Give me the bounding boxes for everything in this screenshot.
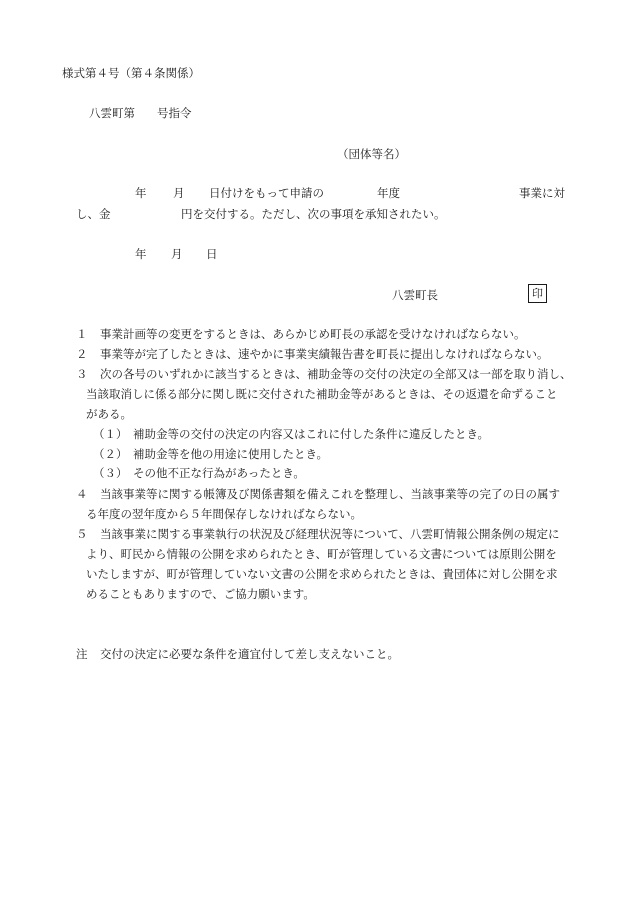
- body-year: 年: [135, 186, 147, 200]
- date-year: 年: [135, 247, 147, 261]
- condition-5-line-2: より、町民から情報の公開を求められたとき、町が管理している文書については原則公開を: [86, 547, 557, 561]
- official-seal-box: [528, 284, 547, 303]
- sub-item-1-num: （１）: [93, 427, 128, 441]
- body-fiscal-year: 年度: [377, 186, 400, 200]
- sub-item-3-text: その他不正な行為があったとき。: [133, 466, 305, 480]
- condition-3-line-2: 当該取消しに係る部分に関し既に交付された補助金等があるときは、その返還を命ずること: [86, 387, 558, 401]
- mayor-label: 八雲町長: [392, 288, 438, 302]
- condition-4-line-1: 当該事業等に関する帳簿及び関係書類を備えこれを整理し、当該事業等の完了の日の属す: [100, 487, 560, 501]
- note-text: 交付の決定に必要な条件を適宜付して差し支えないこと。: [100, 647, 399, 661]
- condition-2-text: 事業等が完了したときは、速やかに事業実績報告書を町長に提出しなければならない。: [100, 347, 549, 361]
- recipient-label: （団体等名）: [337, 147, 406, 161]
- condition-3-line-1: 次の各号のいずれかに該当するときは、補助金等の交付の決定の全部又は一部を取り消し、: [100, 367, 572, 381]
- body-month: 月: [173, 186, 185, 200]
- order-prefix: 八雲町第: [89, 106, 135, 120]
- condition-5-line-1: 当該事業に関する事業執行の状況及び経理状況等について、八雲町情報公開条例の規定に: [100, 527, 560, 541]
- form-label: 様式第４号（第４条関係）: [62, 66, 200, 80]
- condition-4-line-2: る年度の翌年度から５年間保存しなければならない。: [86, 507, 362, 521]
- condition-1-num: １: [76, 327, 88, 341]
- body-line2-rest: 円を交付する。ただし、次の事項を承知されたい。: [181, 207, 446, 221]
- date-month: 月: [171, 247, 183, 261]
- sub-item-2-text: 補助金等を他の用途に使用したとき。: [133, 447, 329, 461]
- condition-3-num: ３: [76, 367, 88, 381]
- condition-4-num: ４: [76, 487, 88, 501]
- body-date-phrase: 日付けをもって申請の: [209, 186, 324, 200]
- condition-5-line-4: めることもありますので、ご協力願います。: [86, 587, 315, 601]
- condition-1-text: 事業計画等の変更をするときは、あらかじめ町長の承認を受けなければならない。: [100, 327, 526, 341]
- condition-3-line-3: がある。: [86, 407, 132, 421]
- body-project-phrase: 事業に対: [519, 186, 565, 200]
- condition-5-line-3: いたしますが、町が管理していない文書の公開を求められたときは、貴団体に対し公開を求: [86, 567, 558, 581]
- date-day: 日: [206, 247, 218, 261]
- sub-item-2-num: （２）: [93, 447, 128, 461]
- sub-item-3-num: （３）: [93, 466, 128, 480]
- condition-2-num: ２: [76, 347, 88, 361]
- seal-char: 印: [532, 287, 543, 300]
- body-line2-start: し、金: [76, 207, 111, 221]
- sub-item-1-text: 補助金等の交付の決定の内容又はこれに付した条件に違反したとき。: [133, 427, 490, 441]
- note-label: 注: [76, 647, 88, 661]
- order-suffix: 号指令: [157, 106, 192, 120]
- condition-5-num: ５: [76, 527, 88, 541]
